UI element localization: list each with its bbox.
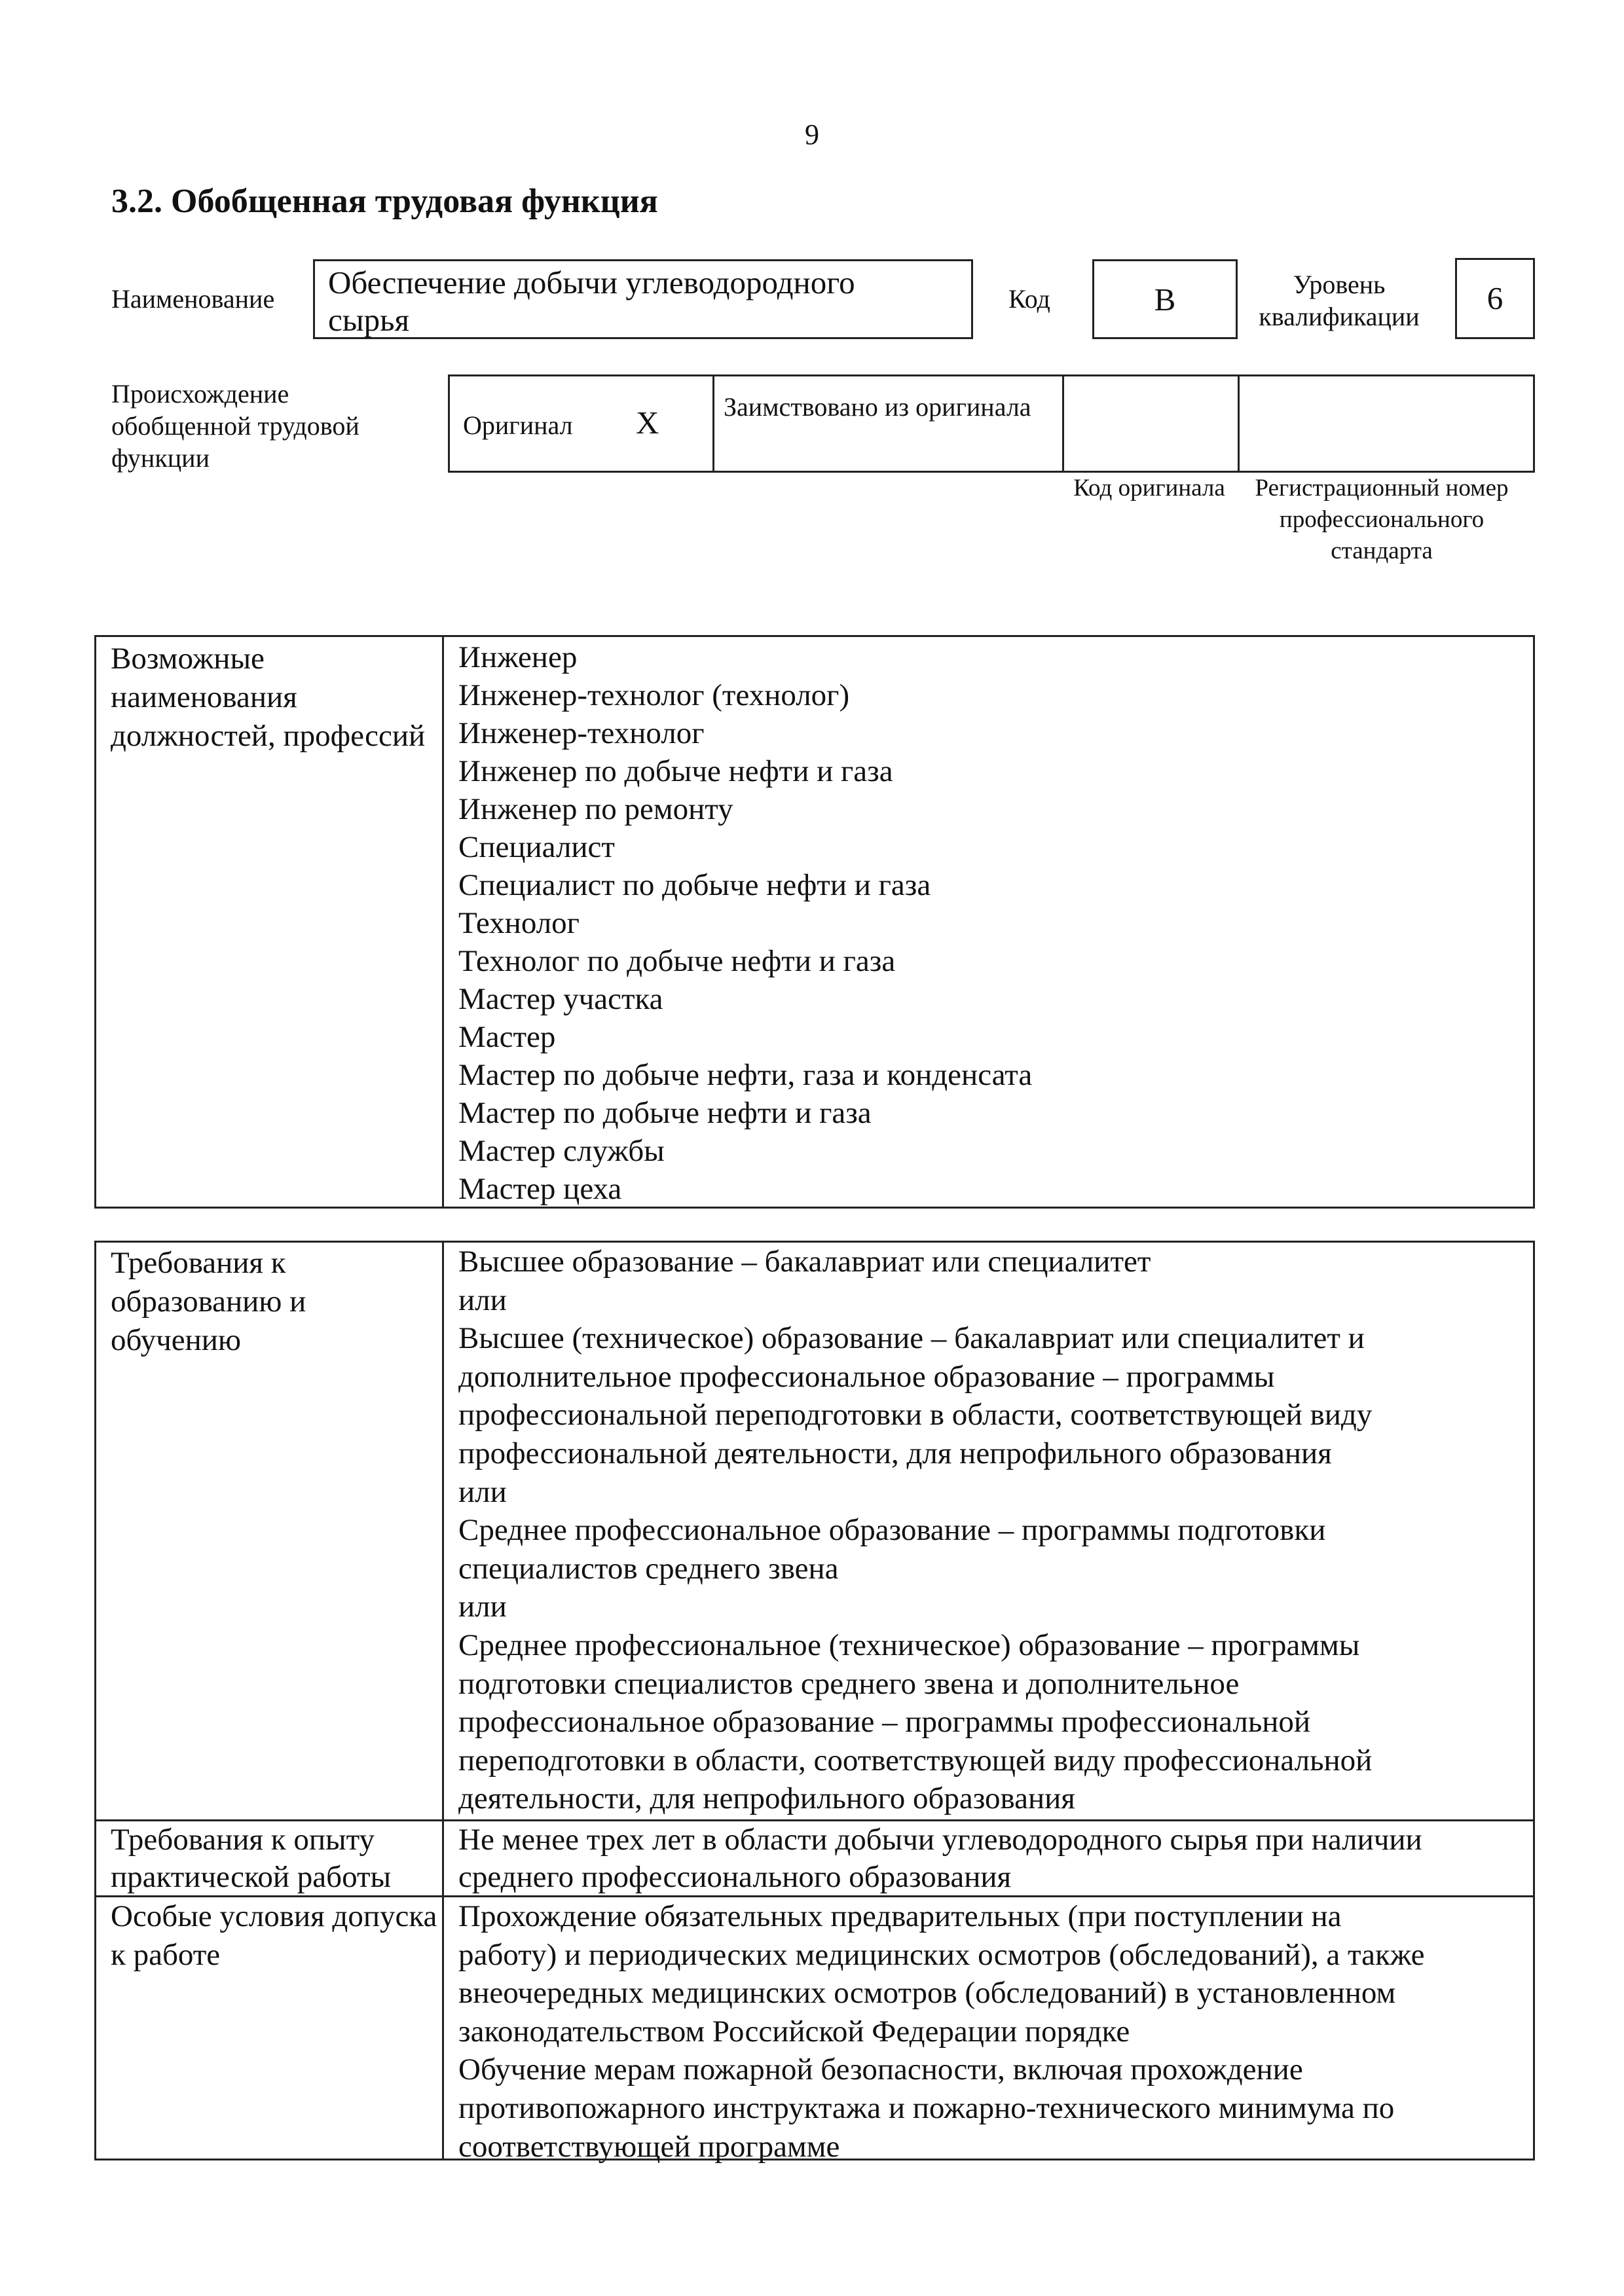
code-original-caption: Код оригинала xyxy=(1073,475,1225,501)
divider xyxy=(442,637,444,1207)
positions-label: Возможные наименования должностей, профессий xyxy=(111,642,426,753)
admission-line: Обучение мерам пожарной безопасности, включая прохождение xyxy=(458,2052,1303,2087)
education-line: профессиональной деятельности, для непрофильного образования xyxy=(458,1436,1332,1470)
position-item: Технолог по добыче нефти и газа xyxy=(458,944,896,978)
original-label: Оригинал xyxy=(463,410,573,440)
level-value: 6 xyxy=(1486,280,1504,316)
reg-number-caption: Регистрационный номер профессионального стандарта xyxy=(1255,475,1509,564)
position-item: Мастер участка xyxy=(458,982,663,1016)
education-line: подготовки специалистов среднего звена и дополнительное xyxy=(458,1666,1240,1701)
admission-line: работу) и периодических медицинских осмотров (обследований), а также xyxy=(458,1937,1425,1972)
divider xyxy=(712,376,714,471)
origin-table xyxy=(448,374,1535,473)
level-value-box xyxy=(1455,258,1535,339)
code-value: B xyxy=(1154,282,1176,318)
level-label: Уровень квалификации xyxy=(1259,270,1420,331)
education-line: профессиональной переподготовки в области, соответствующей виду xyxy=(458,1398,1373,1432)
education-line: или xyxy=(458,1474,507,1509)
education-label: Требования к образованию и обучению xyxy=(111,1246,306,1357)
position-item: Инженер-технолог (технолог) xyxy=(458,678,850,712)
education-line: Среднее профессиональное (техническое) образование – программы xyxy=(458,1628,1360,1662)
experience-line: Не менее трех лет в области добычи углеводородного сырья при наличии xyxy=(458,1823,1422,1857)
experience-label: Требования к опыту практической работы xyxy=(111,1823,392,1894)
education-line: Высшее (техническое) образование – бакалавриат или специалитет и xyxy=(458,1321,1365,1356)
borrowed-label: Заимствовано из оригинала xyxy=(724,392,1031,422)
admission-line: внеочередных медицинских осмотров (обследований) в установленном xyxy=(458,1976,1396,2011)
page-number: 9 xyxy=(805,118,819,151)
code-label: Код xyxy=(1008,284,1050,314)
name-value: Обеспечение добычи углеводородного сырья xyxy=(328,264,855,338)
divider xyxy=(1238,376,1240,471)
position-item: Мастер по добыче нефти, газа и конденсата xyxy=(458,1058,1033,1092)
experience-line: среднего профессионального образования xyxy=(458,1860,1012,1894)
position-item: Инженер xyxy=(458,640,578,674)
education-line: или xyxy=(458,1590,507,1624)
education-line: Среднее профессиональное образование – программы подготовки xyxy=(458,1513,1326,1548)
education-line: Высшее образование – бакалавриат или специалитет xyxy=(458,1245,1151,1279)
positions-list xyxy=(458,638,1519,1208)
admission-line: соответствующей программе xyxy=(458,2129,840,2164)
section-title: 3.2. Обобщенная трудовая функция xyxy=(111,183,658,220)
position-item: Инженер по добыче нефти и газа xyxy=(458,754,893,788)
name-label: Наименование xyxy=(111,284,275,314)
education-line: специалистов среднего звена xyxy=(458,1551,839,1586)
position-item: Мастер службы xyxy=(458,1134,665,1168)
name-value-box xyxy=(313,259,973,339)
position-item: Мастер по добыче нефти и газа xyxy=(458,1096,872,1130)
education-line: профессиональное образование – программы профессиональной xyxy=(458,1705,1311,1740)
admission-label: Особые условия допуска к работе xyxy=(111,1899,437,1972)
education-text xyxy=(458,1243,1526,1818)
education-line: деятельности, для непрофильного образования xyxy=(458,1781,1075,1816)
position-item: Технолог xyxy=(458,906,580,940)
education-line: переподготовки в области, соответствующей виду профессиональной xyxy=(458,1743,1373,1777)
education-line: или xyxy=(458,1283,507,1317)
position-item: Мастер xyxy=(458,1020,556,1054)
admission-line: противопожарного инструктажа и пожарно-технического минимума по xyxy=(458,2090,1395,2125)
divider xyxy=(1062,376,1064,471)
position-item: Специалист xyxy=(458,830,615,864)
position-item: Специалист по добыче нефти и газа xyxy=(458,868,931,902)
admission-text xyxy=(458,1897,1526,2166)
positions-table xyxy=(94,635,1535,1209)
admission-line: законодательством Российской Федерации порядке xyxy=(458,2014,1130,2049)
experience-text xyxy=(458,1821,1526,1896)
requirements-table xyxy=(94,1241,1535,2164)
position-item: Инженер по ремонту xyxy=(458,792,733,826)
position-item: Инженер-технолог xyxy=(458,716,705,750)
code-value-box xyxy=(1092,259,1238,339)
education-line: дополнительное профессиональное образование – программы xyxy=(458,1359,1275,1394)
original-mark: X xyxy=(636,405,659,441)
origin-label: Происхождение обобщенной трудовой функции xyxy=(111,379,360,473)
position-item: Мастер цеха xyxy=(458,1172,622,1206)
divider xyxy=(442,1243,444,2159)
admission-line: Прохождение обязательных предварительных (при поступлении на xyxy=(458,1899,1342,1933)
